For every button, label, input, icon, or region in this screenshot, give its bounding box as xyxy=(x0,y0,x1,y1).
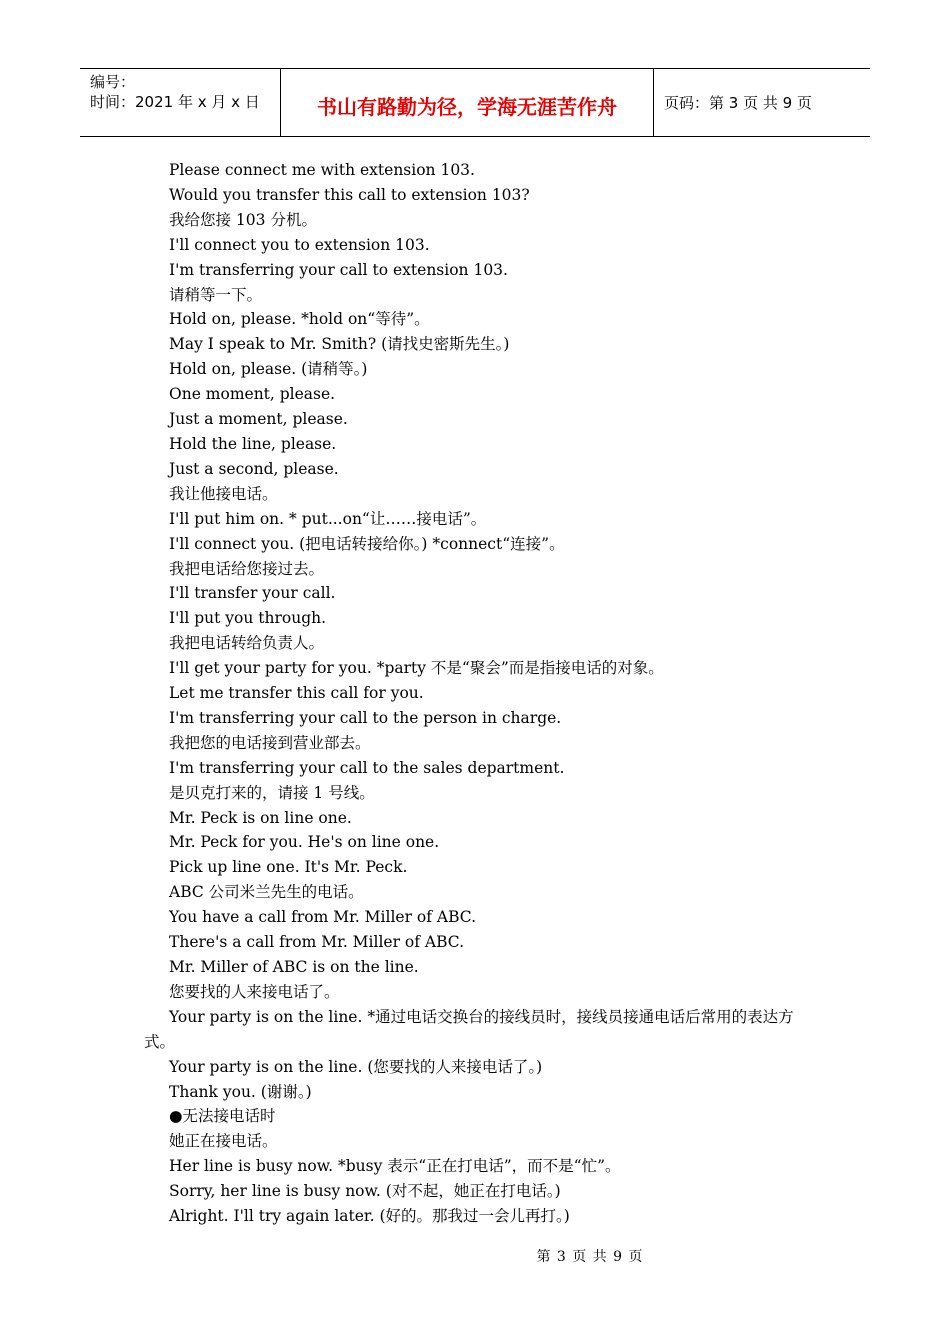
text-line: Mr. Peck for you. He's on line one. xyxy=(169,833,440,852)
text-line: Your party is on the line. *通过电话交换台的接线员时，接线员接通电话后常用的表达方式。 xyxy=(144,1007,794,1051)
text-line: 我给您接 103 分机。 xyxy=(169,210,317,229)
text-line: Hold on, please. *hold on“等待”。 xyxy=(169,310,430,329)
text-line: 我把电话给您接过去。 xyxy=(169,559,325,578)
text-line: There's a call from Mr. Miller of ABC. xyxy=(169,933,465,952)
text-line: You have a call from Mr. Miller of ABC. xyxy=(169,908,477,927)
text-line: May I speak to Mr. Smith? (请找史密斯先生。) xyxy=(169,335,510,354)
header-meta xyxy=(80,69,281,136)
section-heading: ●无法接电话时 xyxy=(169,1107,276,1126)
text-line: I'll connect you. (把电话转接给你。) *connect“连接”。 xyxy=(169,534,565,553)
header-page-number: 页码：第 3 页 共 9 页 xyxy=(664,94,812,112)
text-line: Thank you. (谢谢。) xyxy=(169,1082,312,1101)
text-line: I'll connect you to extension 103. xyxy=(169,235,430,254)
text-line: Hold on, please. (请稍等。) xyxy=(169,360,368,379)
text-line: I'll get your party for you. *party 不是“聚会”而是指接电话的对象。 xyxy=(169,659,664,678)
text-line: Your party is on the line. (您要找的人来接电话了。) xyxy=(169,1057,543,1076)
text-line: 是贝克打来的，请接 1 号线。 xyxy=(169,783,375,802)
text-line: I'm transferring your call to the sales department. xyxy=(169,758,565,777)
document-date-label: 时间：2021 年 x 月 x 日 xyxy=(90,93,260,111)
text-line: 我把电话转给负责人。 xyxy=(169,634,325,653)
text-line: Let me transfer this call for you. xyxy=(169,684,424,703)
text-line: Sorry, her line is busy now. (对不起，她正在打电话。) xyxy=(169,1182,561,1201)
document-body xyxy=(144,158,810,1229)
text-line: I'll put you through. xyxy=(169,609,327,628)
text-line: 我让他接电话。 xyxy=(169,484,278,503)
text-line: Would you transfer this call to extension 103? xyxy=(169,185,530,204)
text-line: 您要找的人来接电话了。 xyxy=(169,982,340,1001)
text-line: One moment, please. xyxy=(169,385,336,404)
text-line: Hold the line, please. xyxy=(169,434,337,453)
text-line: Pick up line one. It's Mr. Peck. xyxy=(169,858,408,877)
text-line: ABC 公司米兰先生的电话。 xyxy=(169,883,364,902)
header-motto: 书山有路勤为径，学海无涯苦作舟 xyxy=(281,69,654,136)
text-line: Please connect me with extension 103. xyxy=(169,161,475,179)
text-line: Mr. Miller of ABC is on the line. xyxy=(169,958,419,976)
text-line: Mr. Peck is on line one. xyxy=(169,808,352,827)
text-line: Just a second, please. xyxy=(169,459,339,478)
text-line: 她正在接电话。 xyxy=(169,1132,278,1151)
text-line: I'm transferring your call to the person in charge. xyxy=(169,708,562,727)
text-line: I'm transferring your call to extension 103. xyxy=(169,260,508,279)
text-line: Just a moment, please. xyxy=(169,410,348,429)
text-line: Alright. I'll try again later. (好的。那我过一会儿再打。) xyxy=(169,1207,570,1226)
page-header xyxy=(80,68,870,137)
text-line: I'll put him on. * put...on“让……接电话”。 xyxy=(169,509,487,528)
text-line: 我把您的电话接到营业部去。 xyxy=(169,733,371,752)
text-line: I'll transfer your call. xyxy=(169,584,336,603)
document-number-label: 编号： xyxy=(90,73,136,91)
text-line: Her line is busy now. *busy 表示“正在打电话”，而不是“忙”。 xyxy=(169,1157,621,1176)
text-line: 请稍等一下。 xyxy=(169,285,263,304)
page-footer: 第 3 页 共 9 页 xyxy=(536,1249,644,1265)
